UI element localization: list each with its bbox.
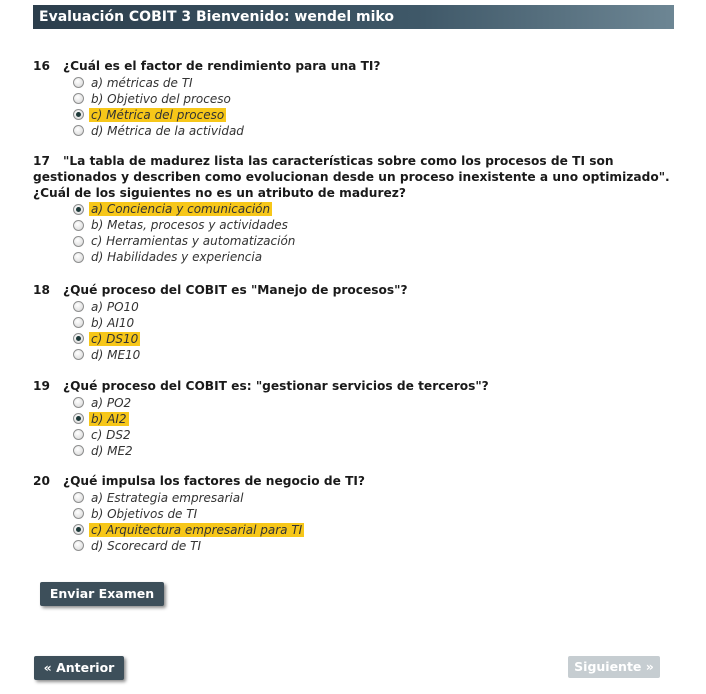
option-c[interactable] [73, 331, 673, 347]
option-label: c) Herramientas y automatización [91, 234, 296, 249]
radio-button-selected[interactable] [73, 413, 84, 424]
option-label: d) Métrica de la actividad [91, 123, 244, 138]
radio-button[interactable] [73, 492, 84, 503]
option-label: a) métricas de TI [91, 75, 193, 90]
question-label: ¿Qué proceso del COBIT es: "gestionar servicios de terceros"? [63, 379, 489, 393]
option-label-selected: c) DS10 [91, 331, 139, 346]
option-c[interactable] [73, 522, 673, 538]
option-d[interactable] [73, 347, 673, 363]
option-label: b) Objetivo del proceso [91, 91, 231, 106]
question-text [33, 283, 673, 299]
question-text [33, 59, 673, 75]
submit-exam-button[interactable]: Enviar Examen [40, 582, 164, 606]
radio-button[interactable] [73, 77, 84, 88]
radio-button[interactable] [73, 317, 84, 328]
option-c[interactable] [73, 107, 673, 123]
option-label: d) ME10 [91, 347, 141, 362]
radio-button[interactable] [73, 125, 84, 136]
radio-button[interactable] [73, 93, 84, 104]
option-label: d) ME2 [91, 443, 133, 458]
option-label: a) Estrategia empresarial [91, 490, 244, 505]
page-title: Evaluación COBIT 3 Bienvenido: wendel miko [33, 5, 674, 29]
option-a[interactable] [73, 395, 673, 411]
option-c[interactable] [73, 233, 673, 249]
radio-button-selected[interactable] [73, 524, 84, 535]
option-d[interactable] [73, 249, 673, 265]
option-label-selected: c) Arquitectura empresarial para TI [91, 522, 303, 537]
question-number: 20 [33, 474, 50, 488]
option-label-selected: b) AI2 [91, 411, 127, 426]
previous-button[interactable]: « Anterior [34, 656, 124, 680]
question-18 [33, 283, 673, 363]
option-label-selected: a) Conciencia y comunicación [91, 202, 271, 217]
radio-button[interactable] [73, 220, 84, 231]
question-label: ¿Qué proceso del COBIT es "Manejo de procesos"? [63, 283, 408, 297]
question-number: 19 [33, 379, 50, 393]
question-16 [33, 59, 673, 139]
option-a[interactable] [73, 75, 673, 91]
option-d[interactable] [73, 443, 673, 459]
option-b[interactable] [73, 506, 673, 522]
question-number: 16 [33, 59, 50, 73]
question-label: ¿Cuál es el factor de rendimiento para una TI? [63, 59, 381, 73]
option-c[interactable] [73, 427, 673, 443]
radio-button-selected[interactable] [73, 333, 84, 344]
radio-button[interactable] [73, 508, 84, 519]
question-label: ¿Qué impulsa los factores de negocio de TI? [63, 474, 366, 488]
option-label: b) Metas, procesos y actividades [91, 218, 288, 233]
option-label: c) DS2 [91, 427, 131, 442]
question-text [33, 154, 673, 201]
question-text [33, 379, 673, 395]
radio-button[interactable] [73, 397, 84, 408]
radio-button[interactable] [73, 236, 84, 247]
option-a[interactable] [73, 201, 673, 217]
option-label: a) PO2 [91, 395, 132, 410]
radio-button[interactable] [73, 349, 84, 360]
option-b[interactable] [73, 411, 673, 427]
radio-button[interactable] [73, 445, 84, 456]
radio-button-selected[interactable] [73, 204, 84, 215]
option-a[interactable] [73, 299, 673, 315]
option-d[interactable] [73, 538, 673, 554]
next-button[interactable]: Siguiente » [568, 656, 660, 678]
option-label: a) PO10 [91, 299, 139, 314]
question-19 [33, 379, 673, 459]
option-b[interactable] [73, 217, 673, 233]
option-b[interactable] [73, 91, 673, 107]
question-text [33, 474, 673, 490]
option-label-selected: c) Métrica del proceso [91, 107, 225, 122]
option-d[interactable] [73, 123, 673, 139]
radio-button[interactable] [73, 301, 84, 312]
option-a[interactable] [73, 490, 673, 506]
option-label: d) Scorecard de TI [91, 538, 201, 553]
radio-button[interactable] [73, 252, 84, 263]
option-label: b) Objetivos de TI [91, 506, 198, 521]
question-number: 18 [33, 283, 50, 297]
radio-button[interactable] [73, 429, 84, 440]
radio-button-selected[interactable] [73, 109, 84, 120]
option-b[interactable] [73, 315, 673, 331]
radio-button[interactable] [73, 540, 84, 551]
question-20 [33, 474, 673, 554]
option-label: b) AI10 [91, 315, 135, 330]
question-17 [33, 154, 673, 265]
option-label: d) Habilidades y experiencia [91, 250, 263, 265]
question-label: "La tabla de madurez lista las características sobre como los procesos de TI son gestionados y describen como evolucionan desde un proceso inexistente a uno optimizado". ¿Cuál de los siguientes no es un atributo de madurez? [33, 154, 670, 200]
question-number: 17 [33, 154, 50, 168]
